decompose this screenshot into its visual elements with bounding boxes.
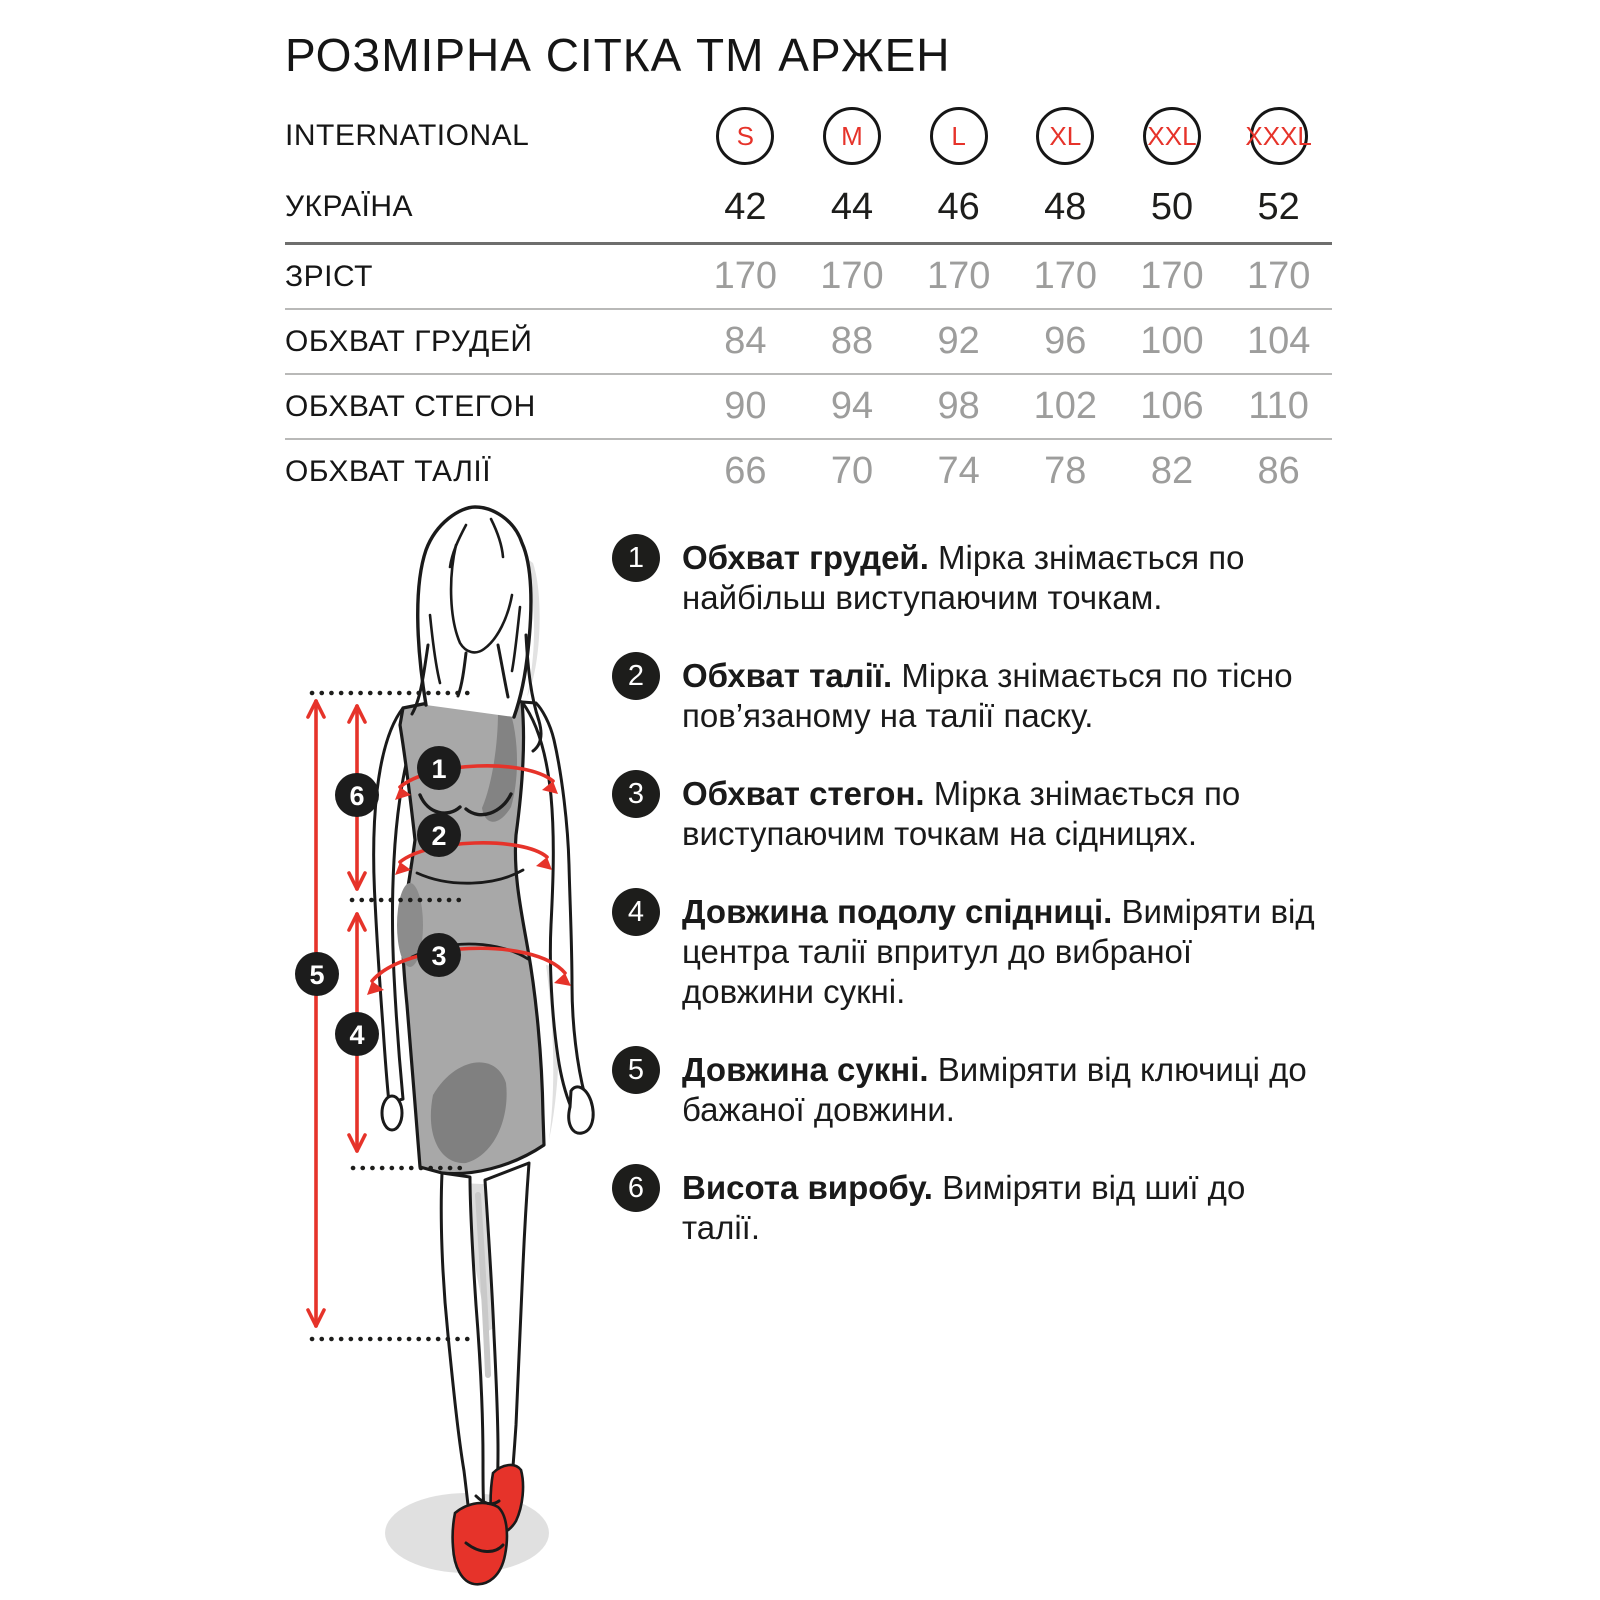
value-cell: 170	[713, 255, 778, 297]
value-cell: 100	[1140, 320, 1204, 362]
legend-desc: Мірка знімається по виступаючим точкам на сідницях.	[682, 775, 1241, 852]
legend-badge-3: 3	[612, 770, 660, 818]
legend-badge-1: 1	[612, 534, 660, 582]
front-shoe	[453, 1503, 507, 1584]
back-leg	[485, 1163, 529, 1507]
legend-term: Обхват грудей.	[682, 539, 929, 576]
legend-badge-4: 4	[612, 888, 660, 936]
marker-label-1: 1	[431, 754, 447, 784]
size-badge-s	[716, 107, 774, 165]
legend-desc: Мірка знімається по найбільш виступаючим точкам.	[682, 539, 1245, 616]
legend-item-1	[612, 538, 1352, 618]
value-cell: 170	[1140, 255, 1204, 297]
value-cell: 170	[1246, 255, 1311, 297]
woman-sketch	[270, 495, 630, 1595]
legend-item-4	[612, 892, 1352, 1012]
value-cell: 74	[937, 450, 980, 492]
value-cell: 86	[1257, 450, 1300, 492]
value-cell: 170	[1033, 255, 1098, 297]
legend-desc: Виміряти від центра талії впритул до вибраної довжини сукні.	[682, 893, 1315, 1010]
value-cell: 50	[1150, 185, 1194, 228]
marker-label-6: 6	[349, 781, 365, 811]
marker-label-2: 2	[431, 821, 447, 851]
figure-illustration	[270, 495, 630, 1595]
value-cell: 66	[724, 450, 767, 492]
legend-desc: Мірка знімається по тісно пов’язаному на талії паску.	[682, 657, 1293, 734]
size-label: XL	[1049, 120, 1082, 151]
value-cell: 94	[830, 385, 874, 427]
size-table	[285, 100, 1332, 503]
legend-item-2	[612, 656, 1352, 736]
value-cell: 46	[937, 185, 980, 228]
legend-term: Обхват стегон.	[682, 775, 925, 812]
size-label: M	[841, 120, 863, 151]
value-cell: 52	[1257, 185, 1300, 228]
value-cell: 44	[830, 185, 874, 228]
size-badge-m	[823, 107, 881, 165]
legend-term: Довжина сукні.	[682, 1051, 929, 1088]
legend-item-6	[612, 1168, 1352, 1248]
table-label: ОБХВАТ ГРУДЕЙ	[285, 324, 533, 358]
value-cell: 170	[820, 255, 884, 297]
table-label: УКРАЇНА	[285, 190, 414, 223]
size-badge-xl	[1036, 107, 1094, 165]
value-cell: 106	[1140, 385, 1204, 427]
legend-badge-2: 2	[612, 652, 660, 700]
left-hand	[382, 1096, 402, 1130]
size-label: XXXL	[1245, 120, 1312, 151]
value-cell: 70	[830, 450, 874, 492]
marker-label-5: 5	[309, 960, 325, 990]
value-cell: 102	[1033, 385, 1098, 427]
value-cell: 84	[724, 320, 767, 362]
legend-desc: Виміряти від ключиці до бажаної довжини.	[682, 1051, 1307, 1128]
table-row-international	[285, 100, 1332, 172]
table-label: ЗРІСТ	[285, 259, 373, 293]
table-row-hips	[285, 375, 1332, 440]
legend-badge-5: 5	[612, 1046, 660, 1094]
value-cell: 42	[724, 185, 767, 228]
marker-label-3: 3	[431, 941, 447, 971]
size-badge-xxl	[1143, 107, 1201, 165]
value-cell: 92	[937, 320, 980, 362]
value-cell: 98	[937, 385, 980, 427]
value-cell: 48	[1044, 185, 1087, 228]
value-cell: 82	[1150, 450, 1194, 492]
table-row-waist	[285, 440, 1332, 503]
legend-term: Обхват талії.	[682, 657, 893, 694]
legend-term: Довжина подолу спідниці.	[682, 893, 1113, 930]
legend	[612, 538, 1352, 1286]
page-title: РОЗМІРНА СІТКА ТМ АРЖЕН	[285, 29, 951, 81]
legend-badge-6: 6	[612, 1164, 660, 1212]
legend-term: Висота виробу.	[682, 1169, 933, 1206]
legend-item-3	[612, 774, 1352, 854]
marker-label-4: 4	[349, 1020, 365, 1050]
size-label: S	[736, 120, 754, 151]
size-badge-xxxl	[1245, 107, 1312, 165]
value-cell: 78	[1044, 450, 1087, 492]
table-row-height	[285, 245, 1332, 310]
value-cell: 170	[926, 255, 991, 297]
table-row-bust	[285, 310, 1332, 375]
table-row-ukraine	[285, 172, 1332, 245]
table-label-international: INTERNATIONAL	[285, 119, 530, 152]
size-badge-l	[930, 107, 988, 165]
legend-desc: Виміряти від шиї до талії.	[682, 1169, 1246, 1246]
table-label: ОБХВАТ ТАЛІЇ	[285, 454, 492, 488]
value-cell: 88	[830, 320, 874, 362]
table-label: ОБХВАТ СТЕГОН	[285, 389, 536, 423]
size-label: XXL	[1147, 120, 1197, 151]
value-cell: 90	[724, 385, 767, 427]
value-cell: 104	[1246, 320, 1311, 362]
value-cell: 96	[1044, 320, 1087, 362]
hair-outline	[418, 507, 531, 717]
right-hand	[569, 1087, 593, 1133]
value-cell: 110	[1248, 385, 1309, 427]
size-label: L	[951, 120, 966, 151]
legend-item-5	[612, 1050, 1352, 1130]
